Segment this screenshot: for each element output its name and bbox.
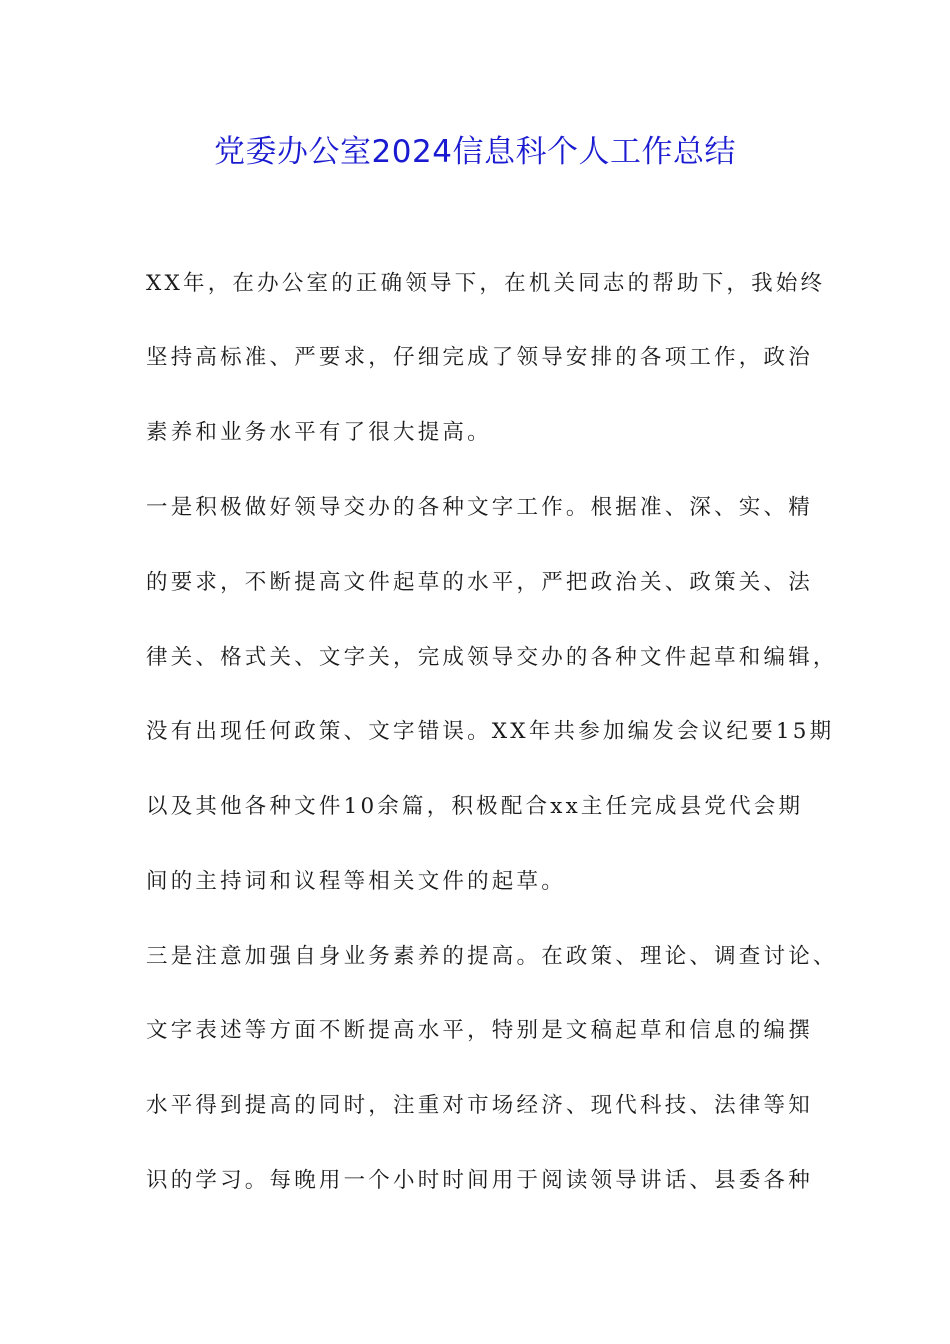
document-title: 党委办公室2024信息科个人工作总结 bbox=[214, 134, 736, 170]
body-line-1: XX年，在办公室的正确领导下，在机关同志的帮助下，我始终 bbox=[146, 271, 826, 296]
body-line-10: 三是注意加强自身业务素养的提高。在政策、理论、调查讨论、 bbox=[146, 944, 838, 969]
body-line-13: 识的学习。每晚用一个小时时间用于阅读领导讲话、县委各种 bbox=[146, 1168, 813, 1193]
body-line-9: 间的主持词和议程等相关文件的起草。 bbox=[146, 869, 566, 894]
body-line-8: 以及其他各种文件10余篇，积极配合xx主任完成县党代会期 bbox=[146, 794, 804, 819]
body-line-4: 一是积极做好领导交办的各种文字工作。根据准、深、实、精 bbox=[146, 495, 813, 520]
body-line-5: 的要求，不断提高文件起草的水平，严把政治关、政策关、法 bbox=[146, 570, 813, 595]
body-line-7: 没有出现任何政策、文字错误。XX年共参加编发会议纪要15期 bbox=[146, 719, 835, 744]
body-line-2: 坚持高标准、严要求，仔细完成了领导安排的各项工作，政治 bbox=[146, 345, 813, 370]
body-line-11: 文字表述等方面不断提高水平，特别是文稿起草和信息的编撰 bbox=[146, 1018, 813, 1043]
body-line-12: 水平得到提高的同时，注重对市场经济、现代科技、法律等知 bbox=[146, 1093, 813, 1118]
body-line-3: 素养和业务水平有了很大提高。 bbox=[146, 420, 492, 445]
body-line-6: 律关、格式关、文字关，完成领导交办的各种文件起草和编辑， bbox=[146, 645, 838, 670]
